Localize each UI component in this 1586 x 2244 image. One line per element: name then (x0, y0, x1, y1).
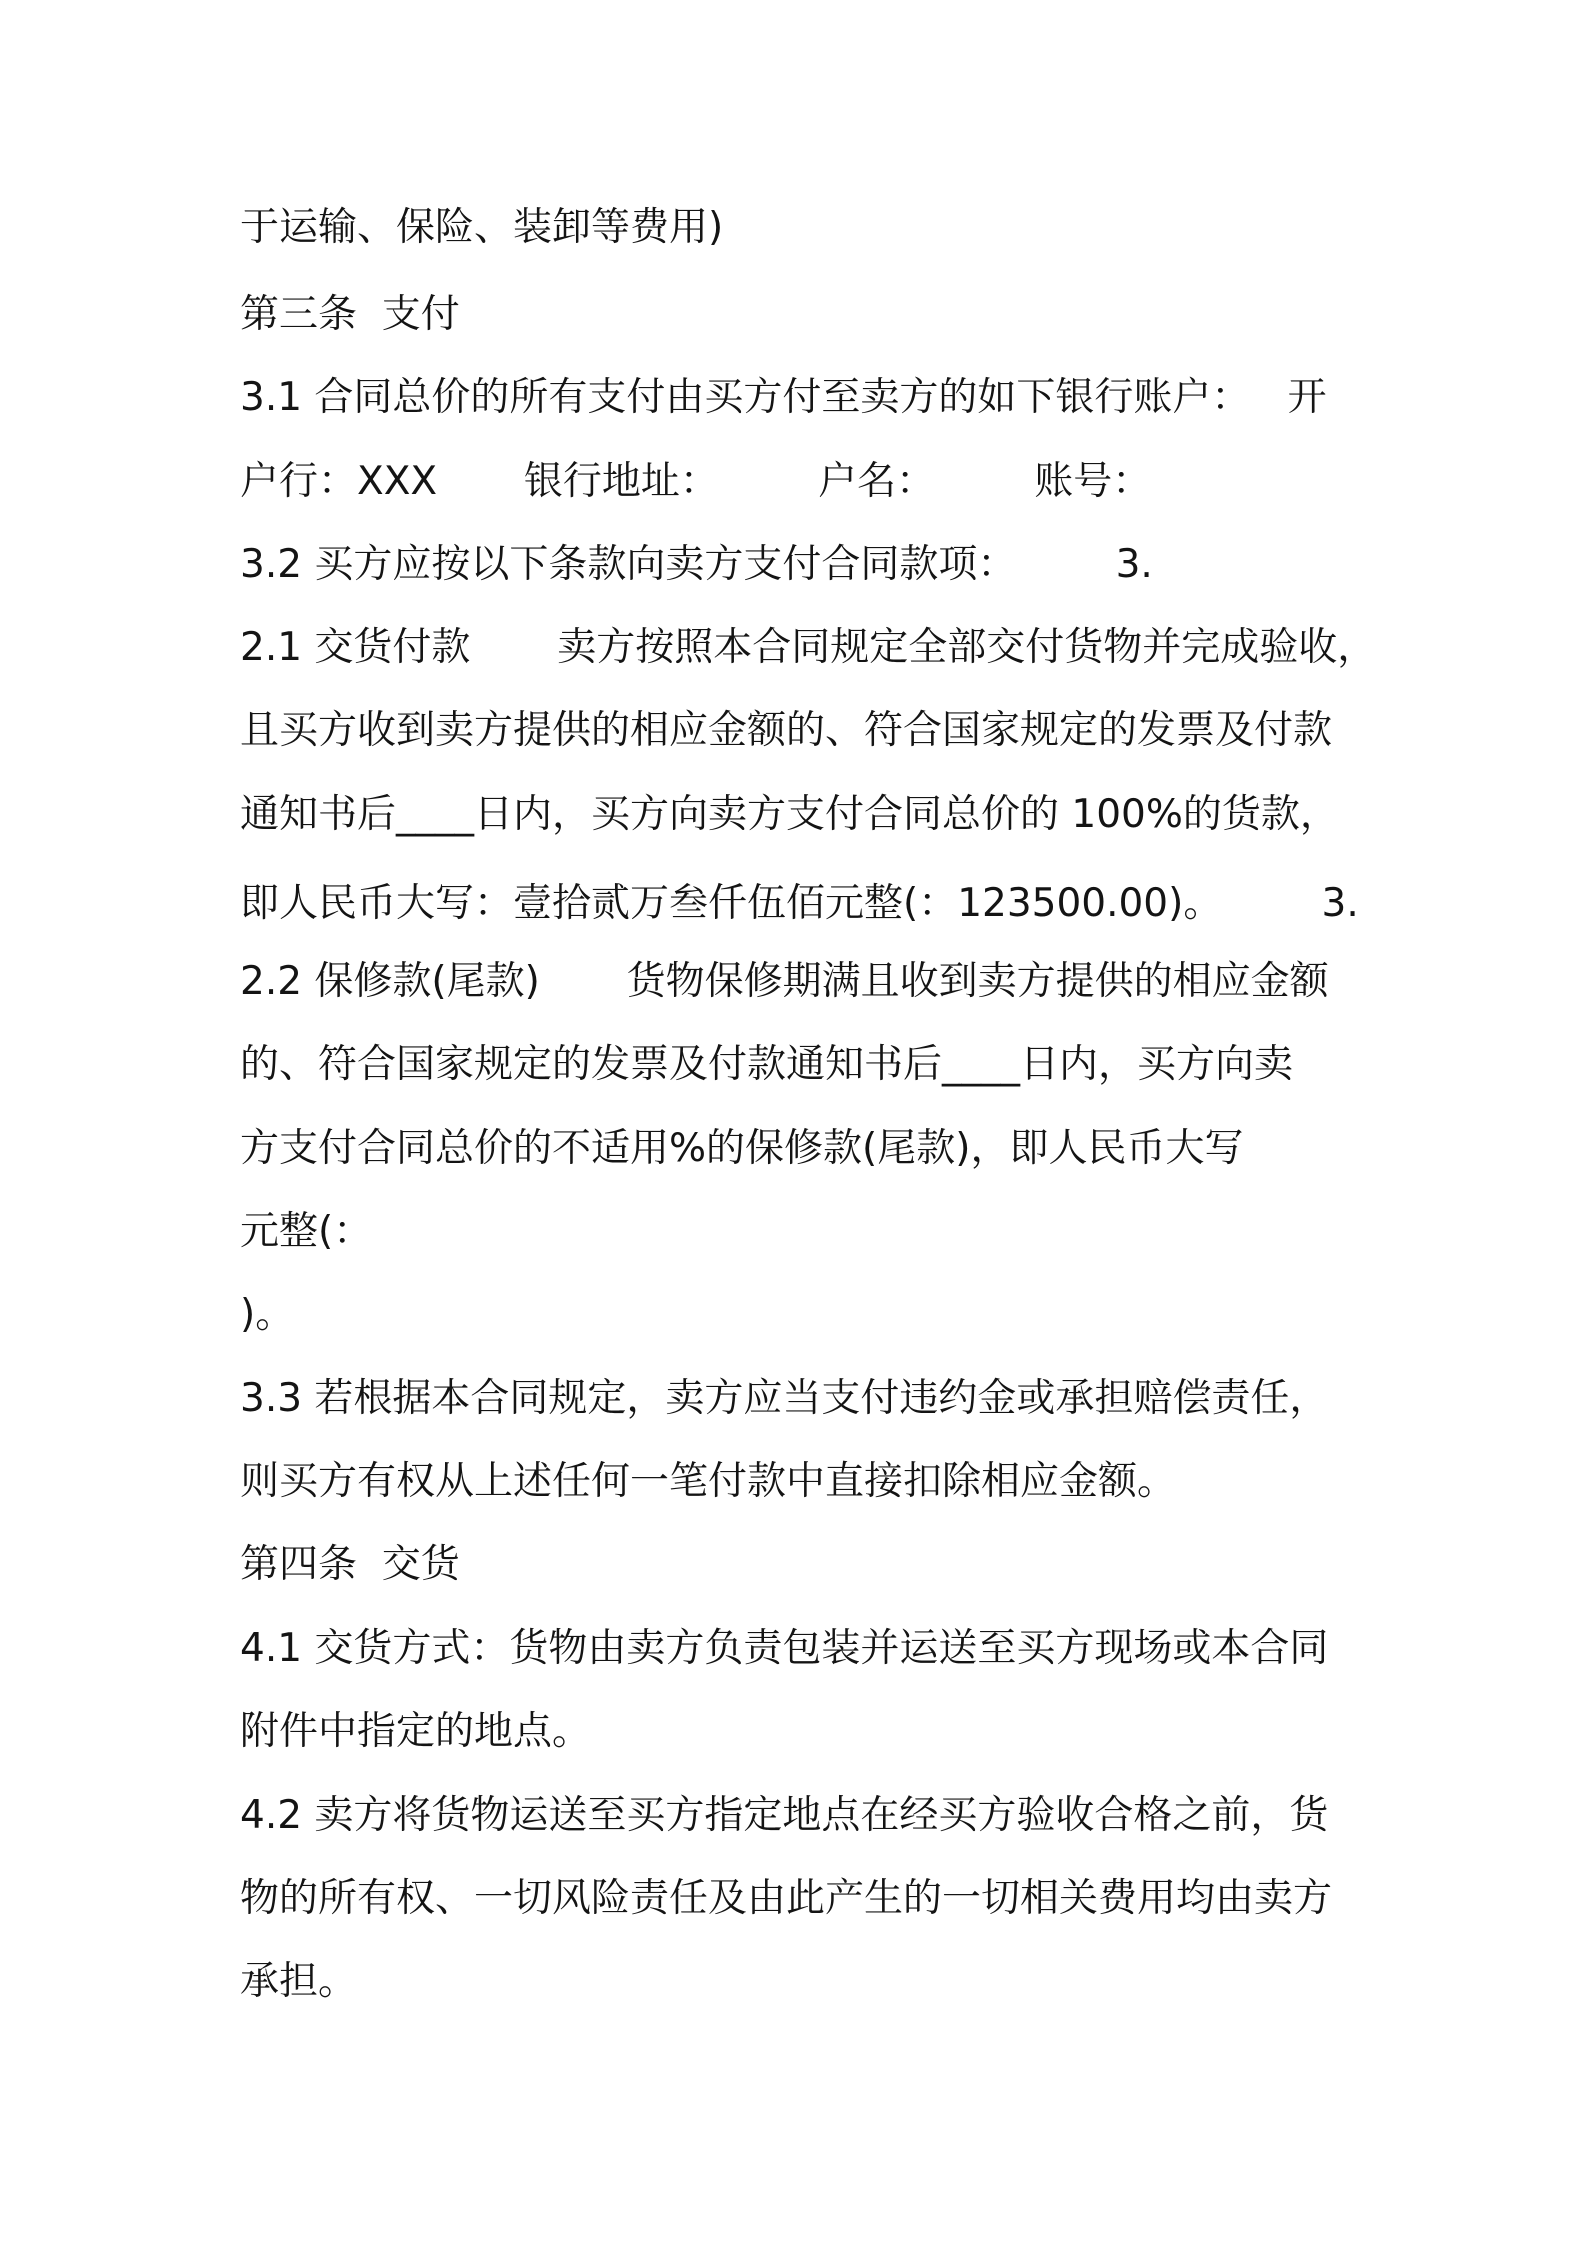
clause-3-2-2-line-1: 2.2 保修款(尾款) 货物保修期满且收到卖方提供的相应金额 (240, 959, 1329, 1004)
clause-3-3-line-2: 则买方有权从上述任何一笔付款中直接扣除相应金额。 (240, 1459, 1177, 1504)
clause-3-2-1-line-1: 2.1 交货付款 卖方按照本合同规定全部交付货物并完成验收， (240, 625, 1377, 670)
clause-3-2-1-line-2: 且买方收到卖方提供的相应金额的、符合国家规定的发票及付款 (240, 708, 1333, 753)
heading-article-4-delivery: 第四条 交货 (240, 1542, 460, 1587)
clause-3-2-2-line-2: 的、符合国家规定的发票及付款通知书后____日内，买方向卖 (240, 1042, 1294, 1087)
clause-4-2-line-2: 物的所有权、一切风险责任及由此产生的一切相关费用均由卖方 (240, 1876, 1333, 1921)
clause-3-2-line-1: 3.2 买方应按以下条款向卖方支付合同款项： 3. (240, 542, 1153, 587)
clause-4-1-line-1: 4.1 交货方式：货物由卖方负责包装并运送至买方现场或本合同 (240, 1626, 1329, 1671)
heading-article-3-payment: 第三条 支付 (240, 292, 460, 337)
clause-3-2-2-line-5: )。 (240, 1292, 295, 1337)
text-line-transport-fees: 于运输、保险、装卸等费用) (240, 205, 724, 250)
clause-3-2-1-line-4: 即人民币大写：壹拾贰万叁仟伍佰元整(：123500.00)。 3. (240, 881, 1359, 926)
clause-3-3-line-1: 3.3 若根据本合同规定，卖方应当支付违约金或承担赔偿责任， (240, 1376, 1329, 1421)
clause-4-2-line-1: 4.2 卖方将货物运送至买方指定地点在经买方验收合格之前，货 (240, 1793, 1329, 1838)
clause-4-1-line-2: 附件中指定的地点。 (240, 1709, 592, 1754)
clause-4-2-line-3: 承担。 (240, 1959, 358, 2004)
clause-3-2-2-line-4: 元整(： (240, 1209, 373, 1254)
clause-3-2-1-line-3: 通知书后____日内，买方向卖方支付合同总价的 100%的货款， (240, 792, 1339, 837)
clause-3-1-bank-info: 户行：XXX 银行地址： 户名： 账号： (240, 459, 1152, 504)
clause-3-2-2-line-3: 方支付合同总价的不适用%的保修款(尾款)，即人民币大写 (240, 1126, 1244, 1171)
clause-3-1-line-1: 3.1 合同总价的所有支付由买方付至卖方的如下银行账户： 开 (240, 375, 1327, 420)
